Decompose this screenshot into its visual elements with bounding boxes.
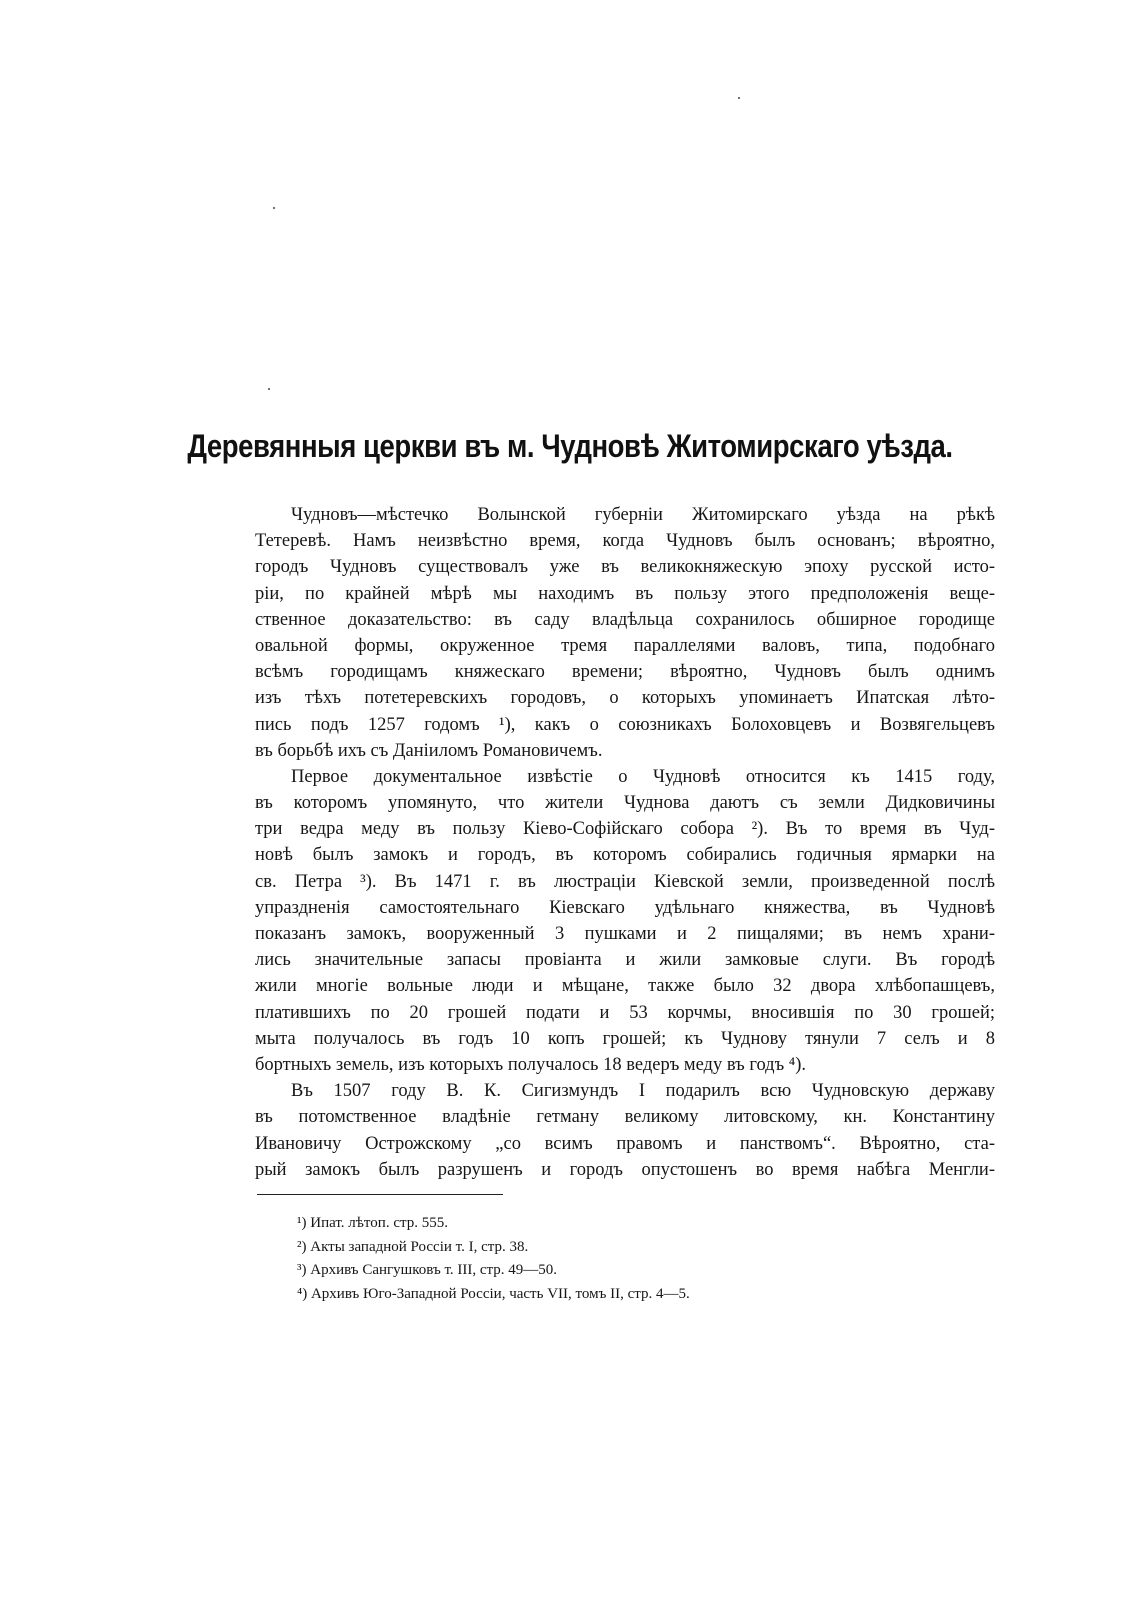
text-line: въ потомственное владѣніе гетману великому литовскому, кн. Константину xyxy=(255,1107,995,1128)
scan-speck xyxy=(738,97,740,99)
text-line: въ борьбѣ ихъ съ Даніиломъ Романовичемъ. xyxy=(255,740,603,761)
footnote: ²) Акты западной Россіи т. I, стр. 38. xyxy=(297,1238,529,1255)
text-line: въ которомъ упомянуто, что жители Чуднова даютъ съ земли Дидковичины xyxy=(255,793,995,814)
footnote: ⁴) Архивъ Юго-Западной Россіи, часть VII, томъ II, стр. 4—5. xyxy=(297,1285,690,1302)
text-line: св. Петра ³). Въ 1471 г. въ люстраціи Кіевской земли, произведенной послѣ xyxy=(255,871,995,892)
text-line: Первое документальное извѣстіе о Чудновѣ относится къ 1415 году, xyxy=(291,766,995,787)
footnote: ¹) Ипат. лѣтоп. стр. 555. xyxy=(297,1215,448,1231)
text-line: Въ 1507 году В. К. Сигизмундъ I подарилъ всю Чудновскую державу xyxy=(291,1081,995,1102)
text-line: изъ тѣхъ потетеревскихъ городовъ, о которыхъ упоминаетъ Ипатская лѣто- xyxy=(255,688,995,709)
text-line: лись значительные запасы провіанта и жили замковые слуги. Въ городѣ xyxy=(255,950,995,971)
text-line: ріи, по крайней мѣрѣ мы находимъ въ пользу этого предположенія веще- xyxy=(255,583,995,604)
article-body xyxy=(255,502,995,1183)
text-line: городъ Чудновъ существовалъ уже въ великокняжескую эпоху русской исто- xyxy=(255,557,995,578)
text-line: новѣ былъ замокъ и городъ, въ которомъ собирались годичныя ярмарки на xyxy=(255,845,995,866)
text-line: Чудновъ—мѣстечко Волынской губерніи Житомирскаго уѣзда на рѣкѣ xyxy=(291,505,995,525)
text-line: ственное доказательство: въ саду владѣльца сохранилось обширное городище xyxy=(255,609,995,630)
text-line: упраздненія самостоятельнаго Кіевскаго удѣльнаго княжества, въ Чудновѣ xyxy=(255,897,995,918)
paragraph xyxy=(255,1078,995,1183)
text-line: пись подъ 1257 годомъ ¹), какъ о союзникахъ Болоховцевъ и Возвягельцевъ xyxy=(255,714,995,735)
footnote-divider xyxy=(257,1194,503,1195)
article-title: Деревянныя церкви въ м. Чудновѣ Житомирскаго уѣзда. xyxy=(187,428,953,464)
text-line: мыта получалось въ годъ 10 копъ грошей; къ Чуднову тянули 7 селъ и 8 xyxy=(255,1028,995,1049)
text-line: рый замокъ былъ разрушенъ и городъ опустошенъ во время набѣга Менгли- xyxy=(255,1159,995,1180)
text-line: овальной формы, окруженное тремя параллелями валовъ, типа, подобнаго xyxy=(255,635,995,656)
scan-speck xyxy=(268,388,270,390)
text-line: жили многіе вольные люди и мѣщане, также было 32 двора хлѣбопашцевъ, xyxy=(255,976,995,997)
text-line: платившихъ по 20 грошей подати и 53 корчмы, вносившія по 30 грошей; xyxy=(255,1002,995,1023)
footnote: ³) Архивъ Сангушковъ т. III, стр. 49—50. xyxy=(297,1262,558,1278)
text-line: бортныхъ земель, изъ которыхъ получалось 18 ведеръ меду въ годъ ⁴). xyxy=(255,1054,806,1075)
text-line: Тетеревѣ. Намъ неизвѣстно время, когда Чудновъ былъ основанъ; вѣроятно, xyxy=(255,531,995,552)
scan-speck xyxy=(273,207,275,209)
paragraph xyxy=(255,764,995,1078)
text-line: Ивановичу Острожскому „со всимъ правомъ и панствомъ“. Вѣроятно, ста- xyxy=(255,1133,995,1154)
footnotes xyxy=(297,1212,690,1306)
text-line: три ведра меду въ пользу Кіево-Софійскаго собора ²). Въ то время въ Чуд- xyxy=(255,819,995,840)
text-line: показанъ замокъ, вооруженный 3 пушками и 2 пищалями; въ немъ храни- xyxy=(255,924,995,944)
text-line: всѣмъ городищамъ княжескаго времени; вѣроятно, Чудновъ былъ однимъ xyxy=(255,662,995,683)
paragraph xyxy=(255,502,995,764)
